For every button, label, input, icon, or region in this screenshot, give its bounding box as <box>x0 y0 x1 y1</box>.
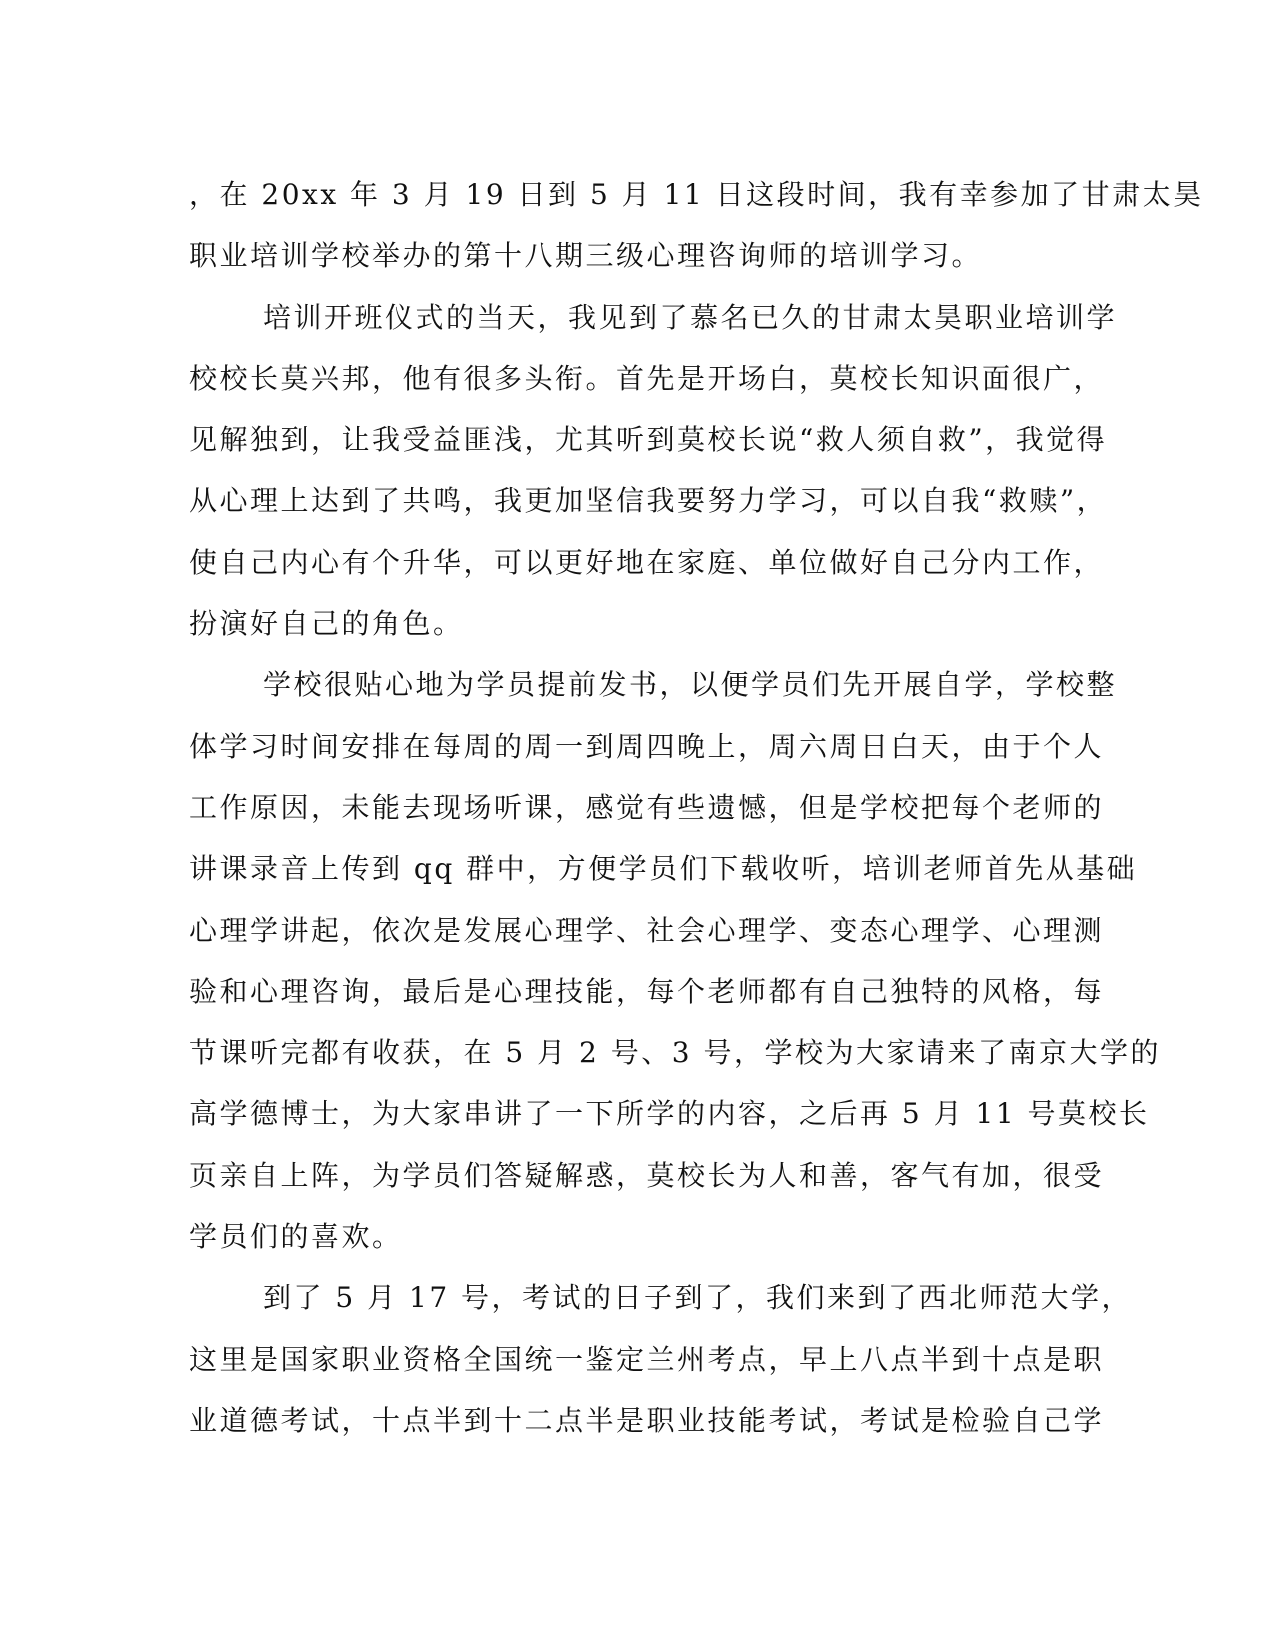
text-line: 页亲自上阵，为学员们答疑解惑，莫校长为人和善，客气有加，很受 <box>189 1158 1105 1192</box>
text-line: 节课听完都有收获，在 5 月 2 号、3 号，学校为大家请来了南京大学的 <box>189 1036 1161 1070</box>
body-text <box>189 164 1204 1451</box>
text-line: 从心理上达到了共鸣，我更加坚信我要努力学习，可以自我“救赎”， <box>189 484 1108 518</box>
paragraph-start-line: 到了 5 月 17 号，考试的日子到了，我们来到了西北师范大学， <box>263 1281 1133 1315</box>
text-line: 职业培训学校举办的第十八期三级心理咨询师的培训学习。 <box>189 239 983 273</box>
paragraph-start-line: 学校很贴心地为学员提前发书，以便学员们先开展自学，学校整 <box>263 668 1118 702</box>
text-line: 高学德博士，为大家串讲了一下所学的内容，之后再 5 月 11 号莫校长 <box>189 1097 1150 1131</box>
text-line: 学员们的喜欢。 <box>189 1220 403 1254</box>
text-line: 体学习时间安排在每周的周一到周四晚上，周六周日白天，由于个人 <box>189 729 1105 763</box>
text-line: 使自己内心有个升华，可以更好地在家庭、单位做好自己分内工作， <box>189 545 1105 579</box>
text-line: 校校长莫兴邦，他有很多头衔。首先是开场白，莫校长知识面很广， <box>189 361 1105 395</box>
text-line: 扮演好自己的角色。 <box>189 607 464 641</box>
text-line: 验和心理咨询，最后是心理技能，每个老师都有自己独特的风格，每 <box>189 974 1105 1008</box>
text-line: 工作原因，未能去现场听课，感觉有些遗憾，但是学校把每个老师的 <box>189 790 1105 824</box>
text-line: 这里是国家职业资格全国统一鉴定兰州考点，早上八点半到十点是职 <box>189 1342 1105 1376</box>
text-line: 见解独到，让我受益匪浅，尤其听到莫校长说“救人须自救”，我觉得 <box>189 423 1108 457</box>
text-line: 讲课录音上传到 qq 群中，方便学员们下载收听，培训老师首先从基础 <box>189 852 1138 886</box>
text-line: ，在 20xx 年 3 月 19 日到 5 月 11 日这段时间，我有幸参加了甘肃太昊 <box>189 178 1204 211</box>
paragraph-start-line: 培训开班仪式的当天，我见到了慕名已久的甘肃太昊职业培训学 <box>263 300 1118 334</box>
text-line: 心理学讲起，依次是发展心理学、社会心理学、变态心理学、心理测 <box>189 913 1105 947</box>
text-line: 业道德考试，十点半到十二点半是职业技能考试，考试是检验自己学 <box>189 1403 1105 1437</box>
